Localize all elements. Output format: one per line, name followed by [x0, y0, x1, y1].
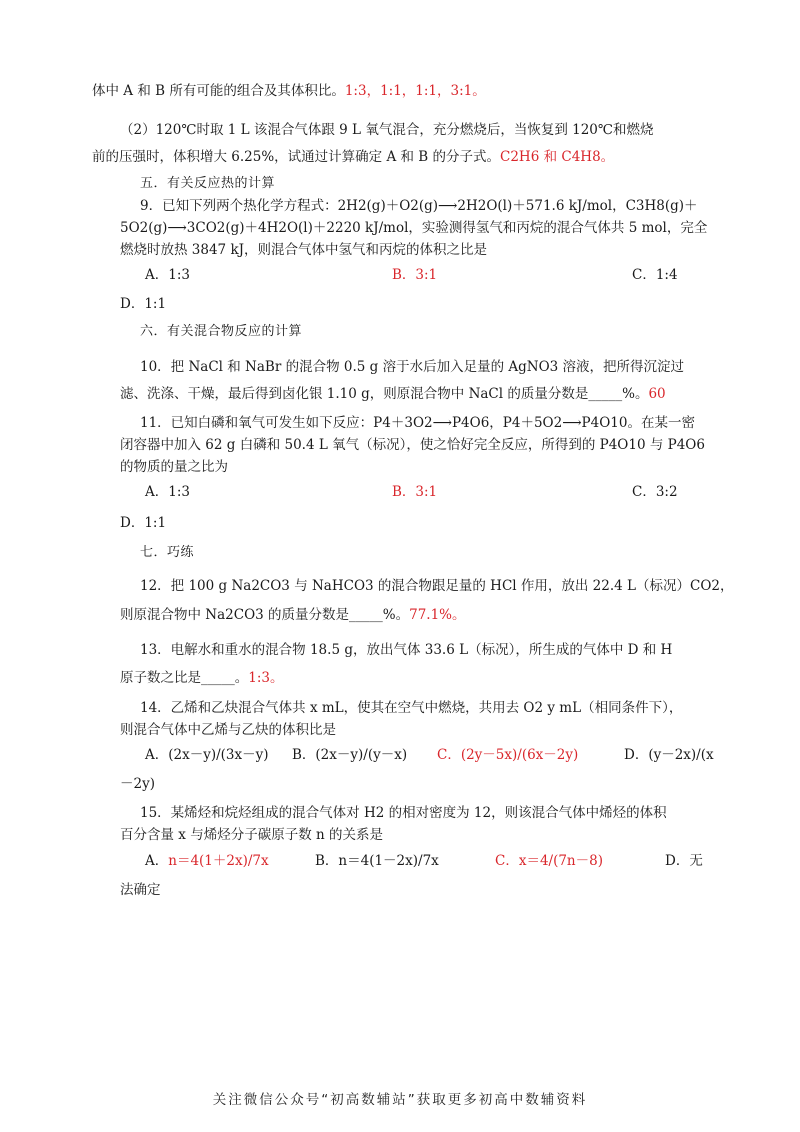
question-text: 则混合气体中乙烯与乙炔的体积比是 — [120, 722, 336, 738]
text-segment: 则原混合物中 Na2CO3 的质量分数是_____%。 — [120, 607, 410, 623]
text-line — [92, 147, 614, 167]
question-text: 燃烧时放热 3847 kJ，则混合气体中氢气和丙烷的体积之比是 — [120, 242, 488, 258]
option-d: D．无 — [665, 853, 703, 869]
answer-text: C2H6 和 C4H8。 — [500, 149, 615, 165]
section-heading: 五．有关反应热的计算 — [140, 176, 276, 191]
option-d-continued: 法确定 — [120, 882, 161, 898]
option-c: C．1:4 — [632, 267, 678, 283]
page-footer: 关注微信公众号“初高数辅站”获取更多初高中数辅资料 — [212, 1092, 588, 1108]
text-segment: 滤、洗涤、干燥，最后得到卤化银 1.10 g，则原混合物中 NaCl 的质量分数是_____%。 — [120, 386, 649, 402]
option-a — [145, 851, 269, 871]
option-c-answer: C．x＝4/(7n－8) — [495, 853, 603, 869]
question-text: 闭容器中加入 62 g 白磷和 50.4 L 氧气（标况），使之恰好完全反应，所得到的 P4O10 与 P4O6 — [120, 437, 705, 453]
text-line: （2）120℃时取 1 L 该混合气体跟 9 L 氧气混合，充分燃烧后，当恢复到 120℃和燃烧 — [120, 122, 654, 138]
question-text: 13．电解水和重水的混合物 18.5 g，放出气体 33.6 L（标况），所生成的气体中 D 和 H — [140, 642, 673, 658]
text-segment: 前的压强时，体积增大 6.25%，试通过计算确定 A 和 B 的分子式。 — [92, 149, 501, 165]
answer-text: n＝4(1＋2x)/7x — [168, 853, 269, 869]
option-d: D．1:1 — [120, 515, 167, 531]
question-text — [120, 605, 466, 625]
option-b: B．(2x－y)/(y－x) — [292, 747, 408, 763]
question-text — [120, 384, 666, 404]
option-row — [0, 745, 800, 765]
question-text — [120, 668, 283, 688]
section-heading: 七．巧练 — [140, 545, 195, 560]
option-d-continued: －2y) — [120, 776, 155, 792]
option-d: D．(y－2x)/(x — [624, 747, 714, 763]
text-line — [92, 81, 486, 101]
question-text: 10．把 NaCl 和 NaBr 的混合物 0.5 g 溶于水后加入足量的 AgNO3 溶液，把所得沉淀过 — [140, 359, 685, 375]
answer-text: 1:3。 — [248, 670, 284, 686]
option-b: B．n＝4(1－2x)/7x — [315, 853, 439, 869]
option-label: A． — [145, 853, 169, 869]
option-b-answer: B．3:1 — [392, 267, 438, 283]
option-a: A．1:3 — [145, 267, 190, 283]
option-d: D．1:1 — [120, 296, 167, 312]
question-text: 百分含量 x 与烯烃分子碳原子数 n 的关系是 — [120, 827, 383, 843]
option-b-answer: B．3:1 — [392, 484, 438, 500]
option-row — [0, 851, 800, 871]
option-a: A．(2x－y)/(3x－y) — [145, 747, 269, 763]
option-a: A．1:3 — [145, 484, 190, 500]
question-text: 的物质的量之比为 — [120, 459, 228, 475]
question-text: 15．某烯烃和烷烃组成的混合气体对 H2 的相对密度为 12，则该混合气体中烯烃的体积 — [140, 805, 667, 821]
question-text: 12．把 100 g Na2CO3 与 NaHCO3 的混合物跟足量的 HCl 作用，放出 22.4 L（标况）CO2， — [140, 578, 734, 594]
text-segment: 原子数之比是_____。 — [120, 670, 249, 686]
answer-text: 77.1%。 — [409, 607, 466, 623]
question-text: 5O2(g)⟶3CO2(g)＋4H2O(l)＋2220 kJ/mol，实验测得氢气和丙烷的混合气体共 5 mol，完全 — [120, 220, 708, 236]
question-text: 11．已知白磷和氧气可发生如下反应：P4＋3O2⟶P4O6，P4＋5O2⟶P4O10。在某一密 — [140, 415, 695, 431]
option-c: C．3:2 — [632, 484, 678, 500]
option-row — [0, 265, 800, 285]
text-segment: 体中 A 和 B 所有可能的组合及其体积比。 — [92, 83, 345, 99]
question-text: 9．已知下列两个热化学方程式：2H2(g)＋O2(g)⟶2H2O(l)＋571.6 kJ/mol，C3H8(g)＋ — [140, 198, 698, 214]
option-c-answer: C．(2y－5x)/(6x－2y) — [437, 747, 579, 763]
section-heading: 六．有关混合物反应的计算 — [140, 324, 303, 339]
question-text: 14．乙烯和乙炔混合气体共 x mL，使其在空气中燃烧，共用去 O2 y mL（相同条件下）， — [140, 700, 683, 716]
answer-text: 60 — [648, 386, 666, 402]
option-row — [0, 482, 800, 502]
answer-text: 1:3，1:1，1:1，3:1。 — [344, 83, 486, 99]
